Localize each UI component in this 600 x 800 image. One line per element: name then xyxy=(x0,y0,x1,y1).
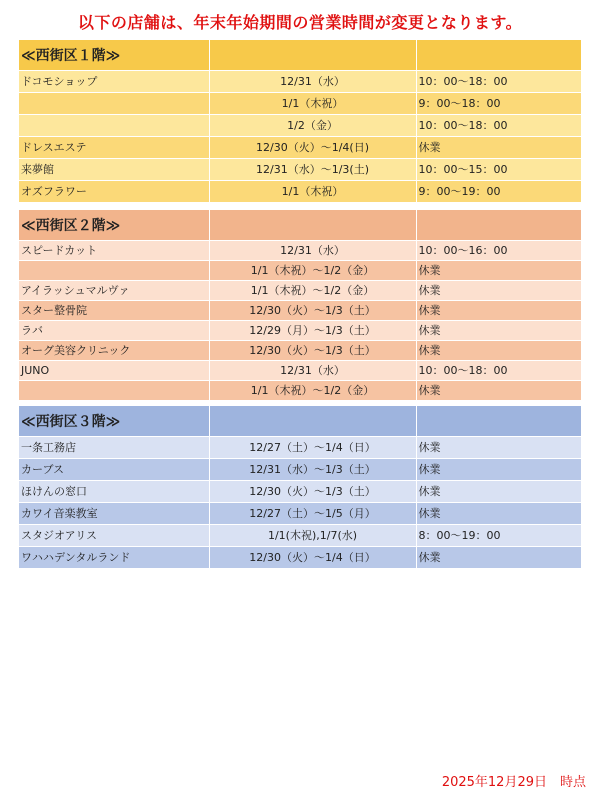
table-row xyxy=(19,158,581,180)
date-range: 12/30（火）～1/3（土） xyxy=(209,340,416,360)
hours: 休業 xyxy=(416,340,581,360)
date-range: 12/31（水） xyxy=(209,70,416,92)
store-name: ラバ xyxy=(19,320,209,340)
table-row xyxy=(19,92,581,114)
store-name: ドコモショップ xyxy=(19,70,209,92)
hours: 休業 xyxy=(416,320,581,340)
date-range: 12/27（土）～1/4（日） xyxy=(209,436,416,458)
table-row xyxy=(19,546,581,568)
floor-title: ≪西街区１階≫ xyxy=(19,40,209,70)
hours: 休業 xyxy=(416,300,581,320)
store-name: オズフラワー xyxy=(19,180,209,202)
hours: 10：00～18：00 xyxy=(416,360,581,380)
hours: 10：00～15：00 xyxy=(416,158,581,180)
date-range: 1/2（金） xyxy=(209,114,416,136)
table-row xyxy=(19,320,581,340)
table-row xyxy=(19,300,581,320)
store-name xyxy=(19,114,209,136)
store-name: JUNO xyxy=(19,360,209,380)
date-range: 12/31（水） xyxy=(209,360,416,380)
table-row xyxy=(19,260,581,280)
store-name xyxy=(19,92,209,114)
floor-title: ≪西街区３階≫ xyxy=(19,406,209,436)
table-row xyxy=(19,380,581,400)
floor-3-header xyxy=(19,406,581,436)
store-name: 一条工務店 xyxy=(19,436,209,458)
date-range: 1/1（木祝） xyxy=(209,180,416,202)
store-name: 来夢館 xyxy=(19,158,209,180)
store-name: スタジオアリス xyxy=(19,524,209,546)
table-row xyxy=(19,180,581,202)
date-range: 12/30（火）～1/4（日） xyxy=(209,546,416,568)
hours: 10：00～18：00 xyxy=(416,70,581,92)
store-name xyxy=(19,260,209,280)
table-row xyxy=(19,114,581,136)
hours: 10：00～16：00 xyxy=(416,240,581,260)
floor-2-table xyxy=(19,210,581,401)
store-name: カワイ音楽教室 xyxy=(19,502,209,524)
date-range: 1/1（木祝）～1/2（金） xyxy=(209,280,416,300)
hours: 休業 xyxy=(416,436,581,458)
store-name: カーブス xyxy=(19,458,209,480)
floor-1-table xyxy=(19,40,581,203)
hours: 休業 xyxy=(416,480,581,502)
date-range: 1/1(木祝),1/7(水) xyxy=(209,524,416,546)
floor-2-header xyxy=(19,210,581,240)
hours: 10：00～18：00 xyxy=(416,114,581,136)
table-row xyxy=(19,280,581,300)
floor-1-header xyxy=(19,40,581,70)
hours: 8：00～19：00 xyxy=(416,524,581,546)
table-row xyxy=(19,524,581,546)
date-range: 12/31（水）～1/3(土) xyxy=(209,158,416,180)
table-row xyxy=(19,458,581,480)
date-range: 12/30（火）～1/3（土） xyxy=(209,300,416,320)
date-range: 12/31（水）～1/3（土） xyxy=(209,458,416,480)
hours: 9：00～18：00 xyxy=(416,92,581,114)
hours: 休業 xyxy=(416,458,581,480)
hours: 休業 xyxy=(416,260,581,280)
table-row xyxy=(19,360,581,380)
notice-heading: 以下の店舗は、年末年始期間の営業時間が変更となります。 xyxy=(77,13,523,32)
floor-title: ≪西街区２階≫ xyxy=(19,210,209,240)
table-row xyxy=(19,136,581,158)
date-range: 12/27（土）～1/5（月） xyxy=(209,502,416,524)
date-range: 12/31（水） xyxy=(209,240,416,260)
as-of-date: 2025年12月29日 時点 xyxy=(441,775,586,790)
table-row xyxy=(19,240,581,260)
date-range: 12/29（月）～1/3（土） xyxy=(209,320,416,340)
table-row xyxy=(19,502,581,524)
store-name: アイラッシュマルヴァ xyxy=(19,280,209,300)
date-range: 1/1（木祝）～1/2（金） xyxy=(209,380,416,400)
table-row xyxy=(19,436,581,458)
table-row xyxy=(19,340,581,360)
store-name: ドレスエステ xyxy=(19,136,209,158)
floor-3-table xyxy=(19,406,581,569)
store-name: オーグ美容クリニック xyxy=(19,340,209,360)
store-name: ワハハデンタルランド xyxy=(19,546,209,568)
store-name: スター整骨院 xyxy=(19,300,209,320)
table-row xyxy=(19,480,581,502)
hours: 休業 xyxy=(416,546,581,568)
date-range: 12/30（火）～1/3（土） xyxy=(209,480,416,502)
date-range: 1/1（木祝） xyxy=(209,92,416,114)
date-range: 12/30（火）～1/4(日) xyxy=(209,136,416,158)
store-name xyxy=(19,380,209,400)
store-name: ほけんの窓口 xyxy=(19,480,209,502)
hours: 休業 xyxy=(416,280,581,300)
store-name: スピードカット xyxy=(19,240,209,260)
date-range: 1/1（木祝）～1/2（金） xyxy=(209,260,416,280)
hours: 休業 xyxy=(416,502,581,524)
hours: 休業 xyxy=(416,136,581,158)
hours: 9：00～19：00 xyxy=(416,180,581,202)
hours: 休業 xyxy=(416,380,581,400)
table-row xyxy=(19,70,581,92)
